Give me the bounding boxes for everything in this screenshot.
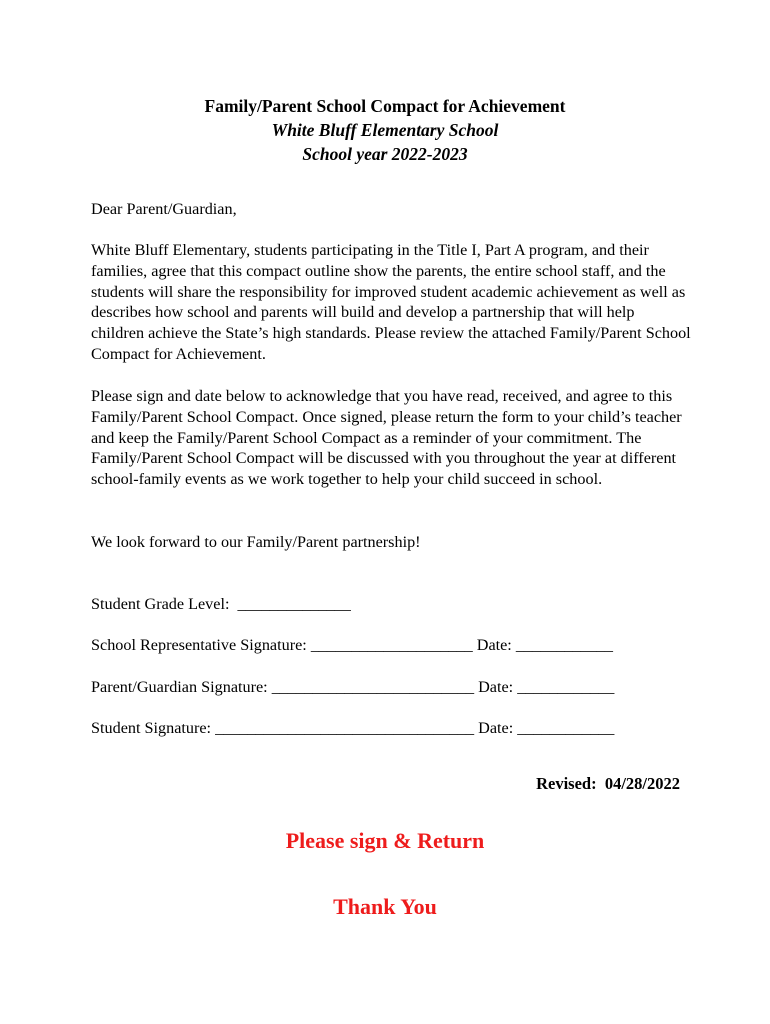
sign-and-return-notice: Please sign & Return bbox=[285, 828, 485, 853]
thank-you-note: Thank You bbox=[333, 894, 437, 919]
intro-paragraph: White Bluff Elementary, students participating in the Title I, Part A program, and their families, agree that this compact outline show the parents, the entire school staff, and the students will share the responsibility for improved student academic achievement as well as describes how school and parents will build and develop a partnership that will help children achieve the State’s high standards. Please review the attached Family/Parent School Compact for Achievement. bbox=[91, 241, 691, 363]
revised-date: Revised: 04/28/2022 bbox=[536, 774, 680, 793]
instructions-paragraph: Please sign and date below to acknowledge that you have read, received, and agree to this Family/Parent School Compact. Once signed, please return the form to your child’s teacher and keep the Family/Parent School Compact as a reminder of your commitment. The Family/Parent School Compact will be discussed with you throughout the year at different school-family events as we work together to help your child succeed in school. bbox=[91, 387, 682, 489]
salutation: Dear Parent/Guardian, bbox=[91, 200, 237, 218]
closing-line: We look forward to our Family/Parent partnership! bbox=[91, 533, 421, 551]
parent-guardian-signature-field: Parent/Guardian Signature: _________________________ Date: ____________ bbox=[91, 678, 615, 696]
document-header bbox=[0, 94, 770, 166]
school-year: School year 2022-2023 bbox=[302, 144, 468, 164]
student-grade-level-field: Student Grade Level: ______________ bbox=[91, 595, 351, 613]
document-title: Family/Parent School Compact for Achievement bbox=[204, 96, 566, 116]
school-name: White Bluff Elementary School bbox=[271, 120, 499, 140]
student-signature-field: Student Signature: ________________________________ Date: ____________ bbox=[91, 719, 615, 737]
school-representative-signature-field: School Representative Signature: ____________________ Date: ____________ bbox=[91, 636, 613, 654]
